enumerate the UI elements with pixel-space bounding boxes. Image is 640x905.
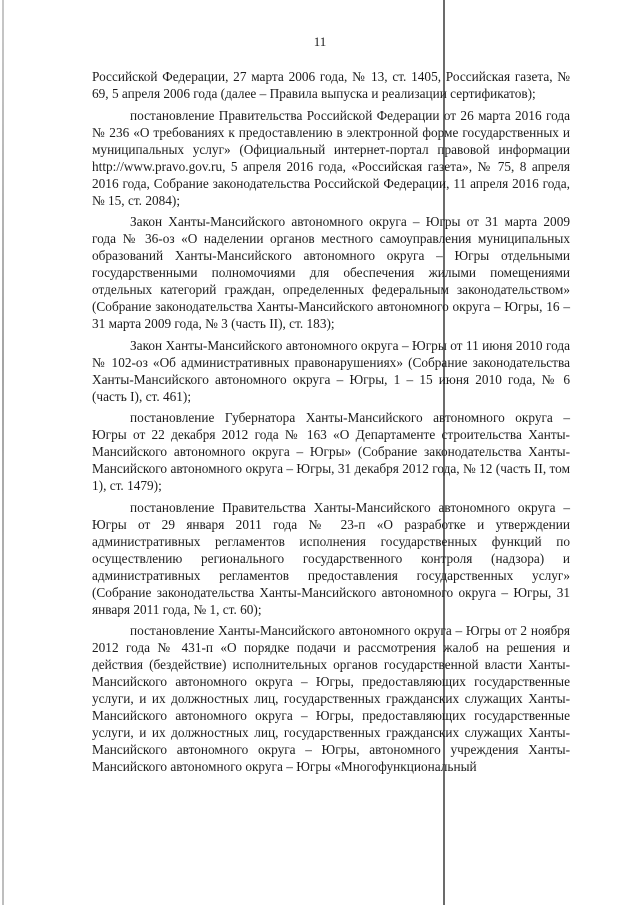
- scan-edge: [2, 0, 4, 905]
- paragraph-decree-236: постановление Правительства Российской Федерации от 26 марта 2016 года № 236 «О требованиях к предоставлению в электронной форме государственных и муниципальных услуг» (Официальный интернет-портал правовой информации http://www.pravo.gov.ru, 5 апреля 2016 года, «Российская газета», № 75, 8 апреля 2016 года, Собрание законодательства Российской Федерации, 11 апреля 2016 года, № 15, ст. 2084);: [92, 107, 570, 208]
- paragraph-decree-431-p: постановление Ханты-Мансийского автономного округа – Югры от 2 ноября 2012 года № 431-п «О порядке подачи и рассмотрения жалоб на решения и действия (бездействие) исполнительных органов государственной власти Ханты-Мансийского автономного округа – Югры, предоставляющих государственные услуги, и их должностных лиц, государственных гражданских служащих Ханты-Мансийского автономного округа – Югры, предоставляющих государственные услуги, и их должностных лиц, государственных гражданских служащих Ханты-Мансийского автономного округа – Югры, автономного учреждения Ханты-Мансийского автономного округа – Югры «Многофункциональный: [92, 623, 570, 774]
- paragraph-law-36-oz: Закон Ханты-Мансийского автономного округа – Югры от 31 марта 2009 года № 36-оз «О наделении органов местного самоуправления муниципальных образований Ханты-Мансийского автономного округа – Югры отдельными государственными полномочиями для обеспечения жилыми помещениями отдельных категорий граждан, определенных федеральным законодательством» (Собрание законодательства Ханты-Мансийского автономного округа – Югры, 16 – 31 марта 2009 года, № 3 (часть II), ст. 183);: [92, 214, 570, 331]
- page-number: 11: [313, 34, 327, 49]
- paragraph-governor-decree-163: постановление Губернатора Ханты-Мансийского автономного округа – Югры от 22 декабря 2012 года № 163 «О Департаменте строительства Ханты-Мансийского автономного округа – Югры» (Собрание законодательства Ханты-Мансийского автономного округа – Югры, 31 декабря 2012 года, № 12 (часть II, том 1), ст. 1479);: [92, 410, 570, 493]
- paragraph-continuation: Российской Федерации, 27 марта 2006 года, № 13, ст. 1405, Российская газета, № 69, 5 апреля 2006 года (далее – Правила выпуска и реализации сертификатов);: [92, 69, 570, 101]
- paragraph-law-102-oz: Закон Ханты-Мансийского автономного округа – Югры от 11 июня 2010 года № 102-оз «Об административных правонарушениях» (Собрание законодательства Ханты-Мансийского автономного округа – Югры, 1 – 15 июня 2010 года, № 6 (часть I), ст. 461);: [92, 337, 570, 404]
- document-body: [92, 68, 570, 780]
- paragraph-decree-23-p: постановление Правительства Ханты-Мансийского автономного округа – Югры от 29 января 2011 года № 23-п «О разработке и утверждении административных регламентов исполнения государственных функций по осуществлению регионального государственного контроля (надзора) и административных регламентов предоставления государственных услуг» (Собрание законодательства Ханты-Мансийского автономного округа – Югры, 31 января 2011 года, № 1, ст. 60);: [92, 499, 570, 617]
